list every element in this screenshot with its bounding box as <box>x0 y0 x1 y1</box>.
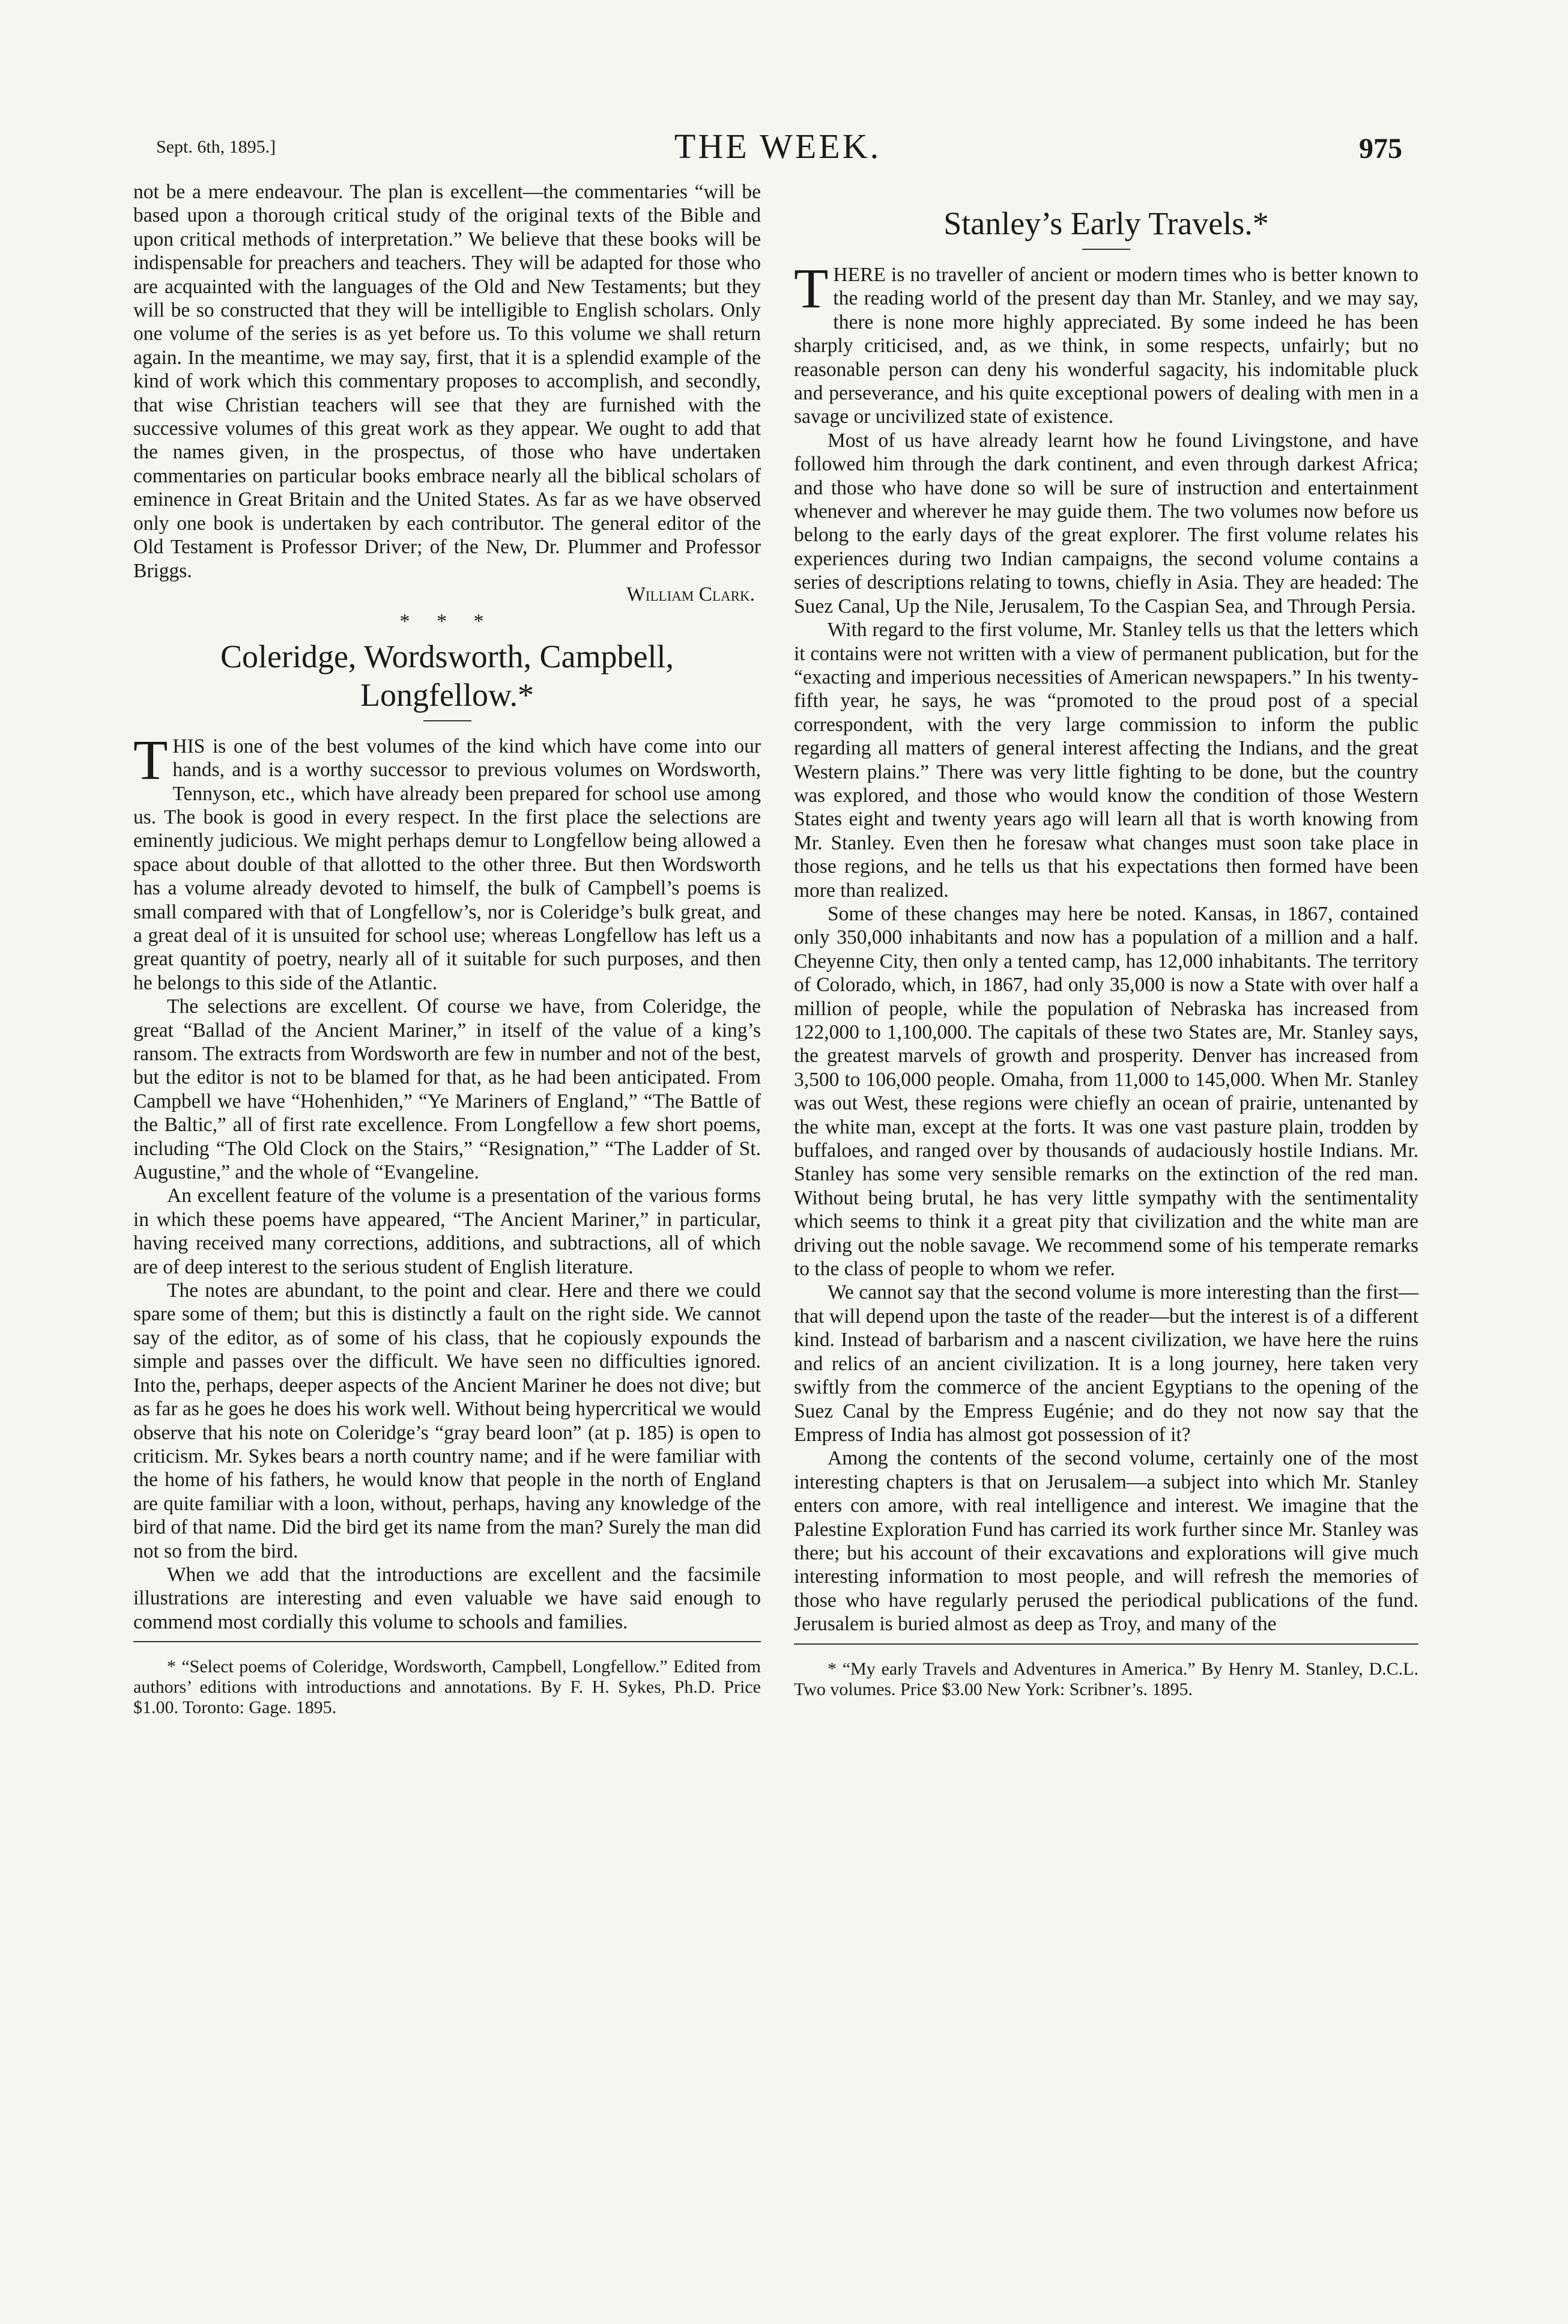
paragraph: Among the contents of the second volume, certainly one of the most interesting chapters is that on Jerusalem—a subject into which Mr. Stanley enters con amore, with real intelligence and interest. We imagine that the Palestine Exploration Fund has carried its work further since Mr. Stanley was there; but his account of their excavations and explorations will give much interesting information to most people, and will refresh the memories of those who have regularly perused the periodical publications of the fund. Jerusalem is buried almost as deep as Troy, and many of the <box>794 1447 1418 1636</box>
author-signature: William Clark. <box>626 583 755 605</box>
paragraph: The selections are excellent. Of course we have, from Coleridge, the great “Ballad of the Ancient Mariner,” in itself of the value of a king’s ransom. The extracts from Wordsworth are few in number and not of the best, but the editor is not to be blamed for that, as he had been anticipated. From Campbell we have “Hohenhiden,” “Ye Mariners of England,” “The Battle of the Baltic,” all of first rate excellence. From Longfellow a few short poems, including “The Old Clock on the Stairs,” “Resignation,” “The Ladder of St. Augustine,” and the whole of “Evangeline. <box>133 995 761 1184</box>
left-column <box>133 180 761 1718</box>
paragraph: An excellent feature of the volume is a presentation of the various forms in which these poems have appeared, “The Ancient Mariner,” in particular, having received many corrections, additions, and subtractions, all of which are of deep interest to the serious student of English literature. <box>133 1185 761 1278</box>
right-column <box>794 180 1418 1700</box>
drop-cap: T <box>133 729 168 792</box>
page-number: 975 <box>1359 133 1402 165</box>
paragraph: Some of these changes may here be noted. Kansas, in 1867, contained only 350,000 inhabitants and now has a population of a million and a half. Cheyenne City, then only a tented camp, has 12,000 inhabitants. The territory of Colorado, which, in 1867, had only 35,000 is now a State with over half a million of people, while the population of Nebraska has increased from 122,000 to 1,100,000. The capitals of these two States are, Mr. Stanley says, the greatest marvels of growth and prosperity. Denver has increased from 3,500 to 106,000 people. Omaha, from 11,000 to 145,000. When Mr. Stanley was out West, these regions were chiefly an ocean of prairie, untenanted by the white man, except at the forts. It was one vast pasture plain, trodden by buffaloes, and ranged over by thousands of audaciously hostile Indians. Mr. Stanley has some very sensible remarks on the extinction of the red man. Without being brutal, he has very little sympathy with the sentimentality which seems to think it a great pity that civilization and the white man are driving out the noble savage. We recommend some of his temperate remarks to the class of people to whom we refer. <box>794 902 1418 1281</box>
footnote: * “Select poems of Coleridge, Wordsworth, Campbell, Longfellow.” Edited from authors’ editions with introductions and annotations. By F. H. Sykes, Ph.D. Price $1.00. Toronto: Gage. 1895. <box>133 1657 761 1718</box>
footnote: * “My early Travels and Adventures in America.” By Henry M. Stanley, D.C.L. Two volumes. Price $3.00 New York: Scribner’s. 1895. <box>794 1658 1418 1699</box>
paragraph <box>794 258 1418 429</box>
article-title: Stanley’s Early Travels.* <box>943 205 1269 241</box>
drop-cap: T <box>794 258 829 320</box>
title-rule <box>1082 249 1130 250</box>
paragraph: When we add that the introductions are excellent and the facsimile illustrations are interesting and even valuable we have said enough to commend most cordially this volume to schools and families. <box>133 1563 761 1633</box>
footnote-rule <box>133 1641 761 1642</box>
paragraph: not be a mere endeavour. The plan is excellent—the commentaries “will be based upon a thorough critical study of the original texts of the Bible and upon critical methods of interpretation.” We believe that these books will be indispensable for preachers and teachers. They will be adapted for those who are acquainted with the languages of the Old and New Testaments; but they will be so constructed that they will be intelligible to English scholars. Only one volume of the series is as yet before us. To this volume we shall return again. In the meantime, we may say, first, that it is a splendid example of the kind of work which this commentary proposes to accomplish, and secondly, that wise Christian teachers will see that they are furnished with the successive volumes of this great work as they appear. We ought to add that the names given, in the prospectus, of those who have undertaken commentaries on particular books embrace nearly all the biblical scholars of eminence in Great Britain and the United States. As far as we have observed only one book is undertaken by each contributor. The general editor of the Old Testament is Professor Driver; of the New, Dr. Plummer and Professor Briggs. <box>133 181 761 582</box>
paragraph-text: HIS is one of the best volumes of the kind which have come into our hands, and is a worthy successor to previous volumes on Wordsworth, Tennyson, etc., which have already been prepared for school use among us. The book is good in every respect. In the first place the selections are eminently judicious. We might perhaps demur to Longfellow being allowed a space about double of that allotted to the other three. But then Wordsworth has a volume already devoted to himself, the bulk of Campbell’s poems is small compared with that of Longfellow’s, nor is Coleridge’s bulk great, and a great deal of it is unsuited for school use; whereas Longfellow has left us a great quantity of poetry, nearly all of it suitable for such purposes, and then he belongs to this side of the Atlantic. <box>133 735 761 994</box>
masthead-title: THE WEEK. <box>674 127 882 166</box>
footnote-rule <box>794 1643 1418 1645</box>
paragraph <box>133 729 761 995</box>
section-separator: * * * <box>399 610 495 633</box>
title-rule <box>423 720 471 721</box>
paragraph-text: HERE is no traveller of ancient or modern times who is better known to the reading world of the present day than Mr. Stanley, and we may say, there is none more highly appreciated. By some indeed he has been sharply criticised, and, as we think, in some respects, unfairly; but no reasonable person can deny his wonderful sagacity, his indomitable pluck and perseverance, and his quite exceptional powers of dealing with men in a savage or uncivilized state of existence. <box>794 264 1418 428</box>
paragraph: With regard to the first volume, Mr. Stanley tells us that the letters which it contains were not written with a view of permanent publication, but for the “exacting and imperious necessities of American newspapers.” In his twenty-fifth year, he says, he was “promoted to the proud post of a special correspondent, with the very large commission to inform the public regarding all matters of general interest affecting the Indians, and the great Western plains.” There was very little fighting to be done, but the country was explored, and those who would know the condition of those Western States eight and twenty years ago will learn all that is worth knowing from Mr. Stanley. Even then he foresaw what changes must soon take place in those regions, and he tells us that his expectations then formed have been more than realized. <box>794 619 1418 902</box>
paragraph: The notes are abundant, to the point and clear. Here and there we could spare some of them; but this is distinctly a fault on the right side. We cannot say of the editor, as of some of his class, that he copiously expounds the simple and passes over the difficult. We have seen no difficulties ignored. Into the, perhaps, deeper aspects of the Ancient Mariner he does not dive; but as far as he goes he does his work well. Without being hypercritical we would observe that his note on Coleridge’s “gray beard loon” (at p. 185) is open to criticism. Mr. Sykes bears a north country name; and if he were familiar with the home of his fathers, he would know that people in the north of England are quite familiar with a loon, without, perhaps, having any knowledge of the bird of that name. Did the bird get its name from the man? Surely the man did not so from the bird. <box>133 1279 761 1562</box>
paragraph: We cannot say that the second volume is more interesting than the first—that will depend upon the taste of the reader—but the interest is of a different kind. Instead of barbarism and a nascent civilization, we have here the ruins and relics of an ancient civilization. It is a long journey, here taken very swiftly from the commerce of the ancient Egyptians to the opening of the Suez Canal by the Empress Eugénie; and do they not now say that the Empress of India has almost got possession of it? <box>794 1281 1418 1446</box>
paragraph: Most of us have already learnt how he found Livingstone, and have followed him through the dark continent, and even through darkest Africa; and those who have done so will be sure of instruction and entertainment whenever and wherever he may guide them. The two volumes now before us belong to the early days of the great explorer. The first volume relates his experiences during two Indian campaigns, the second volume contains a series of descriptions relating to towns, chiefly in Asia. They are headed: The Suez Canal, Up the Nile, Jerusalem, To the Caspian Sea, and Through Persia. <box>794 429 1418 617</box>
article-title: Coleridge, Wordsworth, Campbell, Longfellow.* <box>220 638 674 713</box>
page-header <box>153 126 1402 174</box>
issue-date: Sept. 6th, 1895.] <box>156 137 276 157</box>
